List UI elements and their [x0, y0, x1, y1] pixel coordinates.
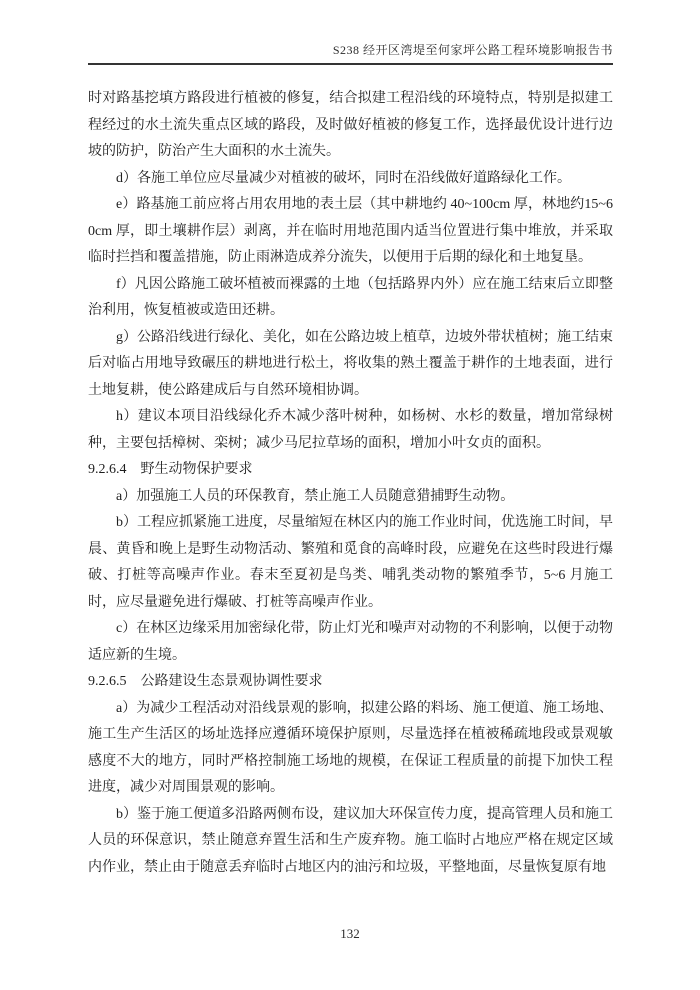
report-title-header: S238 经开区湾堤至何家坪公路工程环境影响报告书 — [332, 43, 613, 57]
section-heading — [88, 457, 613, 484]
paragraph: b）工程应抓紧施工进度，尽量缩短在林区内的施工作业时间，优选施工时间，早晨、黄昏和晚上是野生动物活动、繁殖和觅食的高峰时段，应避免在这些时段进行爆破、打桩等高噪声作业。春末至夏初是鸟类、哺乳类动物的繁殖季节，5~6 月施工时，应尽量避免进行爆破、打桩等高噪声作业。 — [88, 515, 613, 610]
paragraph: b）鉴于施工便道多沿路两侧布设，建议加大环保宣传力度，提高管理人员和施工人员的环保意识，禁止随意弃置生活和生产废弃物。施工临时占地应严格在规定区域内作业，禁止由于随意丢弃临时占地区内的油污和垃圾，平整地面，尽量恢复原有地 — [88, 806, 613, 875]
paragraph: e）路基施工前应将占用农用地的表土层（其中耕地约 40~100cm 厚，林地约15~60cm 厚，即土壤耕作层）剥离，并在临时用地范围内适当位置进行集中堆放，并采取临时拦挡和覆盖措施，防止雨淋造成养分流失，以便用于后期的绿化和土地复垦。 — [88, 197, 613, 265]
paragraph: h）建议本项目沿线绿化乔木减少落叶树种，如杨树、水杉的数量，增加常绿树种，主要包括樟树、栾树；减少马尼拉草场的面积，增加小叶女贞的面积。 — [88, 409, 613, 451]
paragraph: a）加强施工人员的环保教育，禁止施工人员随意猎捕野生动物。 — [116, 488, 515, 504]
paragraph: c）在林区边缘采用加密绿化带，防止灯光和噪声对动物的不利影响，以便于动物适应新的生境。 — [88, 621, 613, 663]
page-footer — [0, 926, 700, 942]
section-number: 9.2.6.5 — [88, 674, 127, 689]
paragraph: a）为减少工程活动对沿线景观的影响，拟建公路的料场、施工便道、施工场地、施工生产生活区的场址选择应遵循环境保护原则，尽量选择在植被稀疏地段或景观敏感度不大的地方，同时严格控制施工场地的规模，在保证工程质量的前提下加快工程进度，减少对周围景观的影响。 — [88, 700, 613, 795]
paragraph: g）公路沿线进行绿化、美化，如在公路边坡上植草，边坡外带状植树；施工结束后对临占用地导致碾压的耕地进行松土，将收集的熟土覆盖于耕作的土地表面，进行土地复耕，使公路建成后与自然环境相协调。 — [88, 329, 613, 398]
section-title: 野生动物保护要求 — [140, 462, 253, 477]
section-title: 公路建设生态景观协调性要求 — [140, 674, 323, 689]
paragraph-container — [88, 86, 613, 881]
paragraph: d）各施工单位应尽量减少对植被的破坏，同时在沿线做好道路绿化工作。 — [116, 170, 571, 186]
paragraph: 时对路基挖填方路段进行植被的修复，结合拟建工程沿线的环境特点，特别是拟建工程经过的水土流失重点区域的路段，及时做好植被的修复工作，选择最优设计进行边坡的防护，防治产生大面积的水土流失。 — [88, 91, 613, 159]
section-heading — [88, 669, 613, 696]
page-number: 132 — [340, 926, 360, 941]
paragraph: f）凡因公路施工破坏植被而裸露的土地（包括路界内外）应在施工结束后立即整治利用，恢复植被或造田还耕。 — [88, 276, 613, 318]
document-content — [88, 86, 613, 881]
page-header — [88, 42, 613, 65]
section-number: 9.2.6.4 — [88, 462, 127, 477]
